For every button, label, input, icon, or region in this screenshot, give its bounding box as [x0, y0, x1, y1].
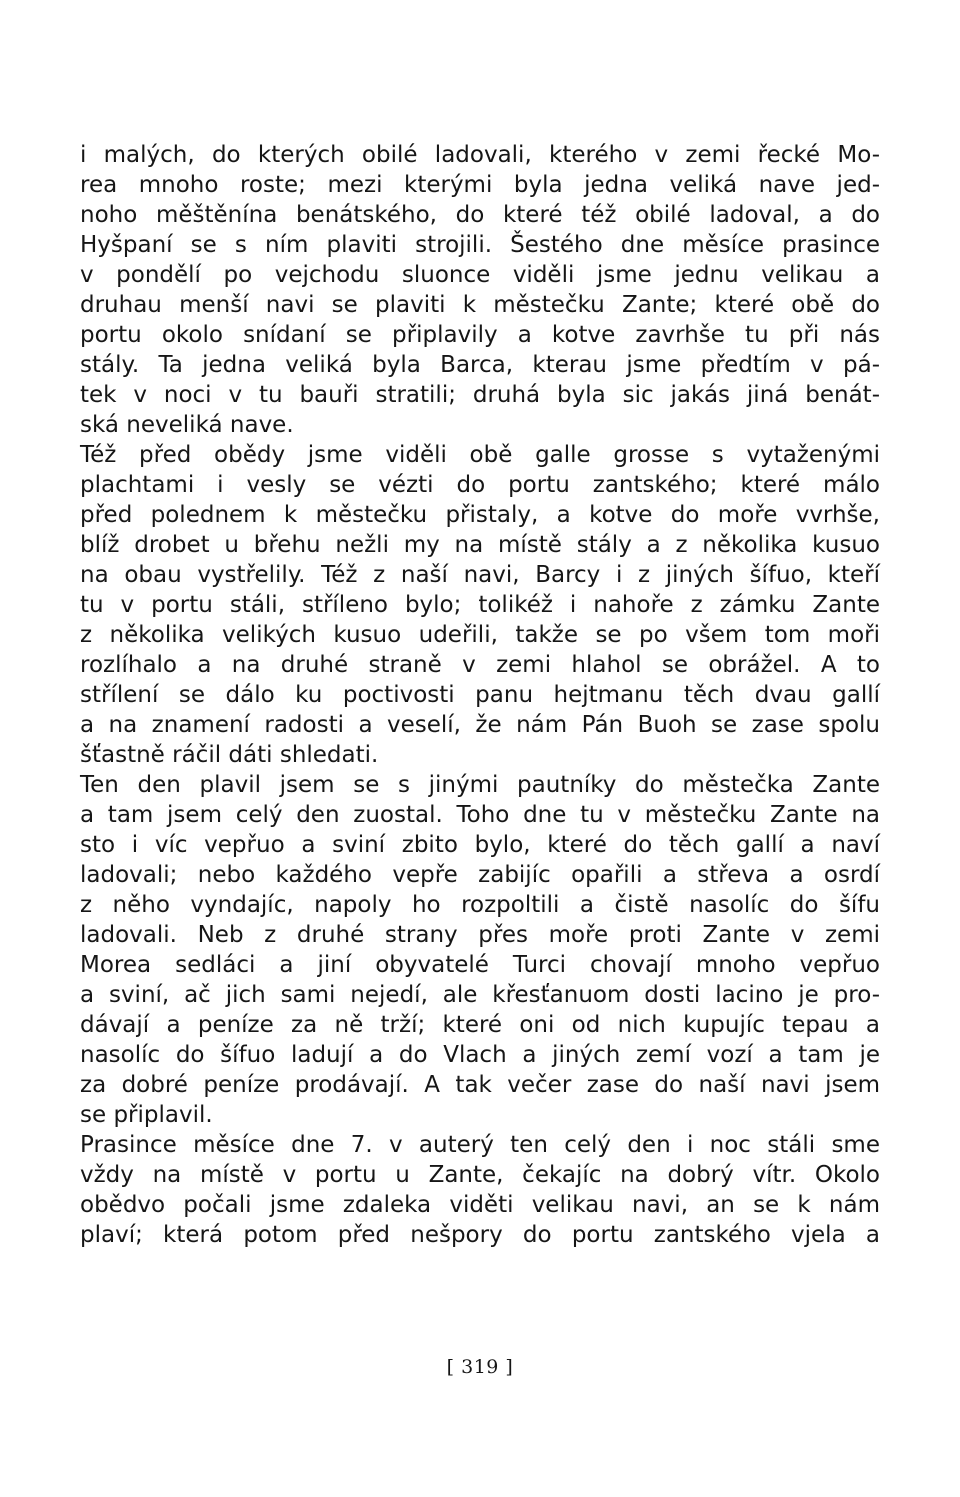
- text-line: i malých, do kterých obilé ladovali, kterého v zemi řecké Mo-: [80, 142, 880, 168]
- text-line: před polednem k městečku přistaly, a kotve do moře vvrhše,: [80, 502, 880, 528]
- text-line: stály. Ta jedna veliká byla Barca, kterau jsme předtím v pá-: [80, 352, 880, 378]
- text-line: za dobré peníze prodávají. A tak večer zase do naší navi jsem: [80, 1072, 880, 1098]
- text-line: Hyšpaní se s ním plaviti strojili. Šestého dne měsíce prasince: [80, 232, 880, 258]
- text-line: obědvo počali jsme zdaleka viděti velikau navi, an se k nám: [80, 1192, 880, 1218]
- text-line: z něho vyndajíc, napoly ho rozpoltili a čistě nasolíc do šífu: [80, 892, 880, 918]
- text-line: šťastně ráčil dáti shledati.: [80, 742, 379, 768]
- text-line: Též před obědy jsme viděli obě galle grosse s vytaženými: [80, 442, 880, 468]
- text-line: Morea sedláci a jiní obyvatelé Turci chovají mnoho vepřuo: [80, 952, 880, 978]
- text-line: a sviní, ač jich sami nejedí, ale křesťanuom dosti lacino je pro-: [80, 982, 880, 1008]
- text-line: blíž drobet u břehu nežli my na místě stály a z několika kusuo: [80, 532, 880, 558]
- text-line: a na znamení radosti a veselí, že nám Pán Buoh se zase spolu: [80, 712, 880, 738]
- text-line: z několika velikých kusuo udeřili, takže se po všem tom moři: [80, 622, 880, 648]
- text-line: nasolíc do šífuo ladují a do Vlach a jiných zemí vozí a tam je: [80, 1042, 880, 1068]
- text-line: ladovali. Neb z druhé strany přes moře proti Zante v zemi: [80, 922, 880, 948]
- text-line: na obau vystřelily. Též z naší navi, Barcy i z jiných šífuo, kteří: [80, 562, 880, 588]
- text-line: ladovali; nebo každého vepře zabijíc opařili a střeva a osrdí: [80, 862, 880, 888]
- text-line: Prasince měsíce dne 7. v auterý ten celý den i noc stáli sme: [80, 1132, 880, 1158]
- body-text: [80, 140, 880, 1250]
- text-line: dávají a peníze za ně trží; které oni od nich kupujíc tepau a: [80, 1012, 880, 1038]
- text-line: v pondělí po vejchodu sluonce viděli jsme jednu velikau a: [80, 262, 880, 288]
- text-line: rea mnoho roste; mezi kterými byla jedna veliká nave jed-: [80, 172, 880, 198]
- text-line: Ten den plavil jsem se s jinými pautníky do městečka Zante: [80, 772, 880, 798]
- text-line: rozlíhalo a na druhé straně v zemi hlahol se obrážel. A to: [80, 652, 880, 678]
- text-line: noho měštěnína benátského, do které též obilé ladoval, a do: [80, 202, 880, 228]
- text-line: tu v portu stáli, stříleno bylo; tolikéž i nahoře z zámku Zante: [80, 592, 880, 618]
- text-line: portu okolo snídaní se připlavily a kotve zavrhše tu při nás: [80, 322, 880, 348]
- text-line: a tam jsem celý den zuostal. Toho dne tu v městečku Zante na: [80, 802, 880, 828]
- text-line: plaví; která potom před nešpory do portu zantského vjela a: [80, 1222, 880, 1248]
- page-number: [ 319 ]: [446, 1356, 514, 1378]
- text-line: plachtami i vesly se vézti do portu zantského; které málo: [80, 472, 880, 498]
- text-line: tek v noci v tu bauři stratili; druhá byla sic jakás jiná benát-: [80, 382, 880, 408]
- text-line: se připlavil.: [80, 1102, 213, 1128]
- text-line: sto i víc vepřuo a sviní zbito bylo, které do těch gallí a naví: [80, 832, 880, 858]
- text-line: vždy na místě v portu u Zante, čekajíc na dobrý vítr. Okolo: [80, 1162, 880, 1188]
- text-line: střílení se dálo ku poctivosti panu hejtmanu těch dvau gallí: [80, 682, 880, 708]
- text-line: ská neveliká nave.: [80, 412, 294, 438]
- text-line: druhau menší navi se plaviti k městečku Zante; které obě do: [80, 292, 880, 318]
